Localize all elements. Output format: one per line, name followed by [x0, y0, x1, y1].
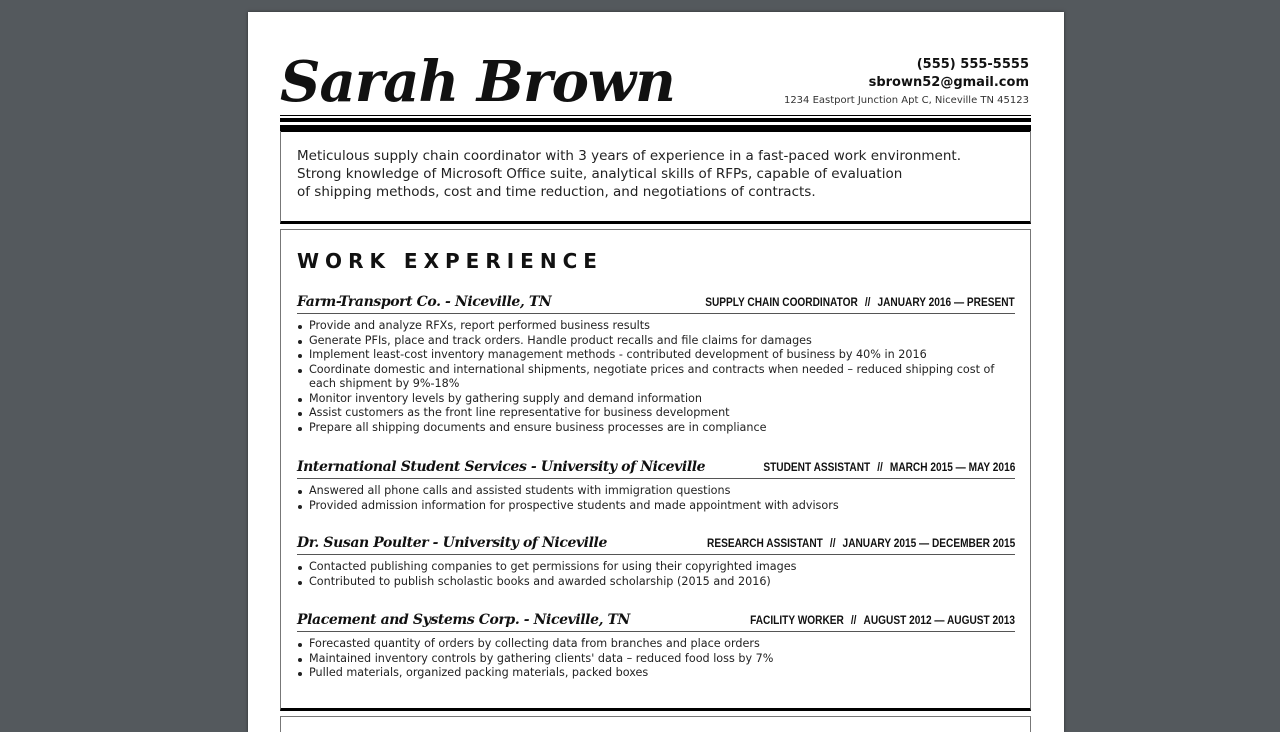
- phone-number: (555) 555-5555: [916, 57, 1029, 72]
- meta-separator: //: [850, 615, 857, 627]
- job-bullet: Forecasted quantity of orders by collecting data from branches and place orders: [297, 637, 1015, 652]
- job-bullets: [297, 560, 1015, 589]
- job-role: FACILITY WORKER: [750, 615, 844, 627]
- job-bullet: Monitor inventory levels by gathering supply and demand information: [297, 392, 1015, 407]
- job-bullets: [297, 319, 1015, 435]
- email-address: sbrown52@gmail.com: [868, 75, 1029, 90]
- job-dates: AUGUST 2012 — AUGUST 2013: [863, 615, 1015, 627]
- job-entry: [297, 291, 1015, 435]
- meta-separator: //: [865, 297, 871, 309]
- job-bullet: Provide and analyze RFXs, report performed business results: [297, 319, 1015, 334]
- job-bullet: Coordinate domestic and international shipments, negotiate prices and contracts when needed – reduced shipping cost of each shipment by 9%-18%: [297, 363, 1015, 392]
- summary-line: of shipping methods, cost and time reduction, and negotiations of contracts.: [297, 184, 816, 200]
- job-bullet: Prepare all shipping documents and ensure business processes are in compliance: [297, 421, 1015, 436]
- job-company: Farm-Transport Co. - Niceville, TN: [297, 294, 552, 310]
- job-dates: JANUARY 2015 — DECEMBER 2015: [842, 538, 1015, 550]
- section-title: WORK EXPERIENCE: [297, 249, 603, 273]
- job-dates: MARCH 2015 — MAY 2016: [889, 462, 1015, 474]
- job-meta: [707, 538, 1015, 550]
- header-divider-thin: [280, 115, 1031, 116]
- job-bullet: Generate PFIs, place and track orders. Handle product recalls and file claims for damages: [297, 334, 1015, 349]
- resume-page: [248, 12, 1064, 732]
- street-address: 1234 Eastport Junction Apt C, Niceville TN 45123: [783, 95, 1029, 106]
- job-bullet: Contributed to publish scholastic books and awarded scholarship (2015 and 2016): [297, 575, 1015, 590]
- job-entry: [297, 456, 1015, 513]
- job-dates: JANUARY 2016 — PRESENT: [877, 297, 1015, 309]
- job-role: RESEARCH ASSISTANT: [706, 538, 823, 550]
- job-header: [297, 532, 1015, 555]
- job-company: Placement and Systems Corp. - Niceville, TN: [297, 612, 630, 628]
- job-role: SUPPLY CHAIN COORDINATOR: [705, 297, 859, 309]
- job-entry: [297, 532, 1015, 589]
- job-bullets: [297, 484, 1015, 513]
- contact-block: [784, 56, 1029, 109]
- job-meta: [705, 297, 1015, 309]
- job-header: [297, 291, 1015, 314]
- job-bullet: Maintained inventory controls by gathering clients' data – reduced food loss by 7%: [297, 652, 1015, 667]
- job-bullet: Provided admission information for prospective students and made appointment with advisors: [297, 499, 1015, 514]
- job-meta: [750, 615, 1015, 627]
- job-bullet: Assist customers as the front line representative for business development: [297, 406, 1015, 421]
- job-header: [297, 456, 1015, 479]
- candidate-name: Sarah Brown: [280, 49, 675, 115]
- summary-line: Meticulous supply chain coordinator with 3 years of experience in a fast-paced work environment.: [297, 148, 961, 164]
- job-bullet: Contacted publishing companies to get permissions for using their copyrighted images: [297, 560, 1015, 575]
- job-bullet: Pulled materials, organized packing materials, packed boxes: [297, 666, 1015, 681]
- job-bullet: Answered all phone calls and assisted students with immigration questions: [297, 484, 1015, 499]
- summary-section: [280, 131, 1031, 224]
- summary-line: Strong knowledge of Microsoft Office suite, analytical skills of RFPs, capable of evaluation: [297, 166, 903, 182]
- next-section-top: [280, 716, 1031, 732]
- job-bullets: [297, 637, 1015, 681]
- job-meta: [763, 462, 1015, 474]
- job-role: STUDENT ASSISTANT: [763, 462, 870, 474]
- header-divider-medium: [280, 118, 1031, 122]
- job-bullet: Implement least-cost inventory management methods - contributed development of business by 40% in 2016: [297, 348, 1015, 363]
- meta-separator: //: [829, 538, 836, 550]
- job-header: [297, 609, 1015, 632]
- job-entry: [297, 609, 1015, 681]
- job-company: International Student Services - University of Niceville: [297, 459, 706, 475]
- work-experience-section: [280, 229, 1031, 711]
- meta-separator: //: [876, 462, 883, 474]
- job-company: Dr. Susan Poulter - University of Niceville: [297, 535, 607, 551]
- summary-text: [297, 147, 1017, 201]
